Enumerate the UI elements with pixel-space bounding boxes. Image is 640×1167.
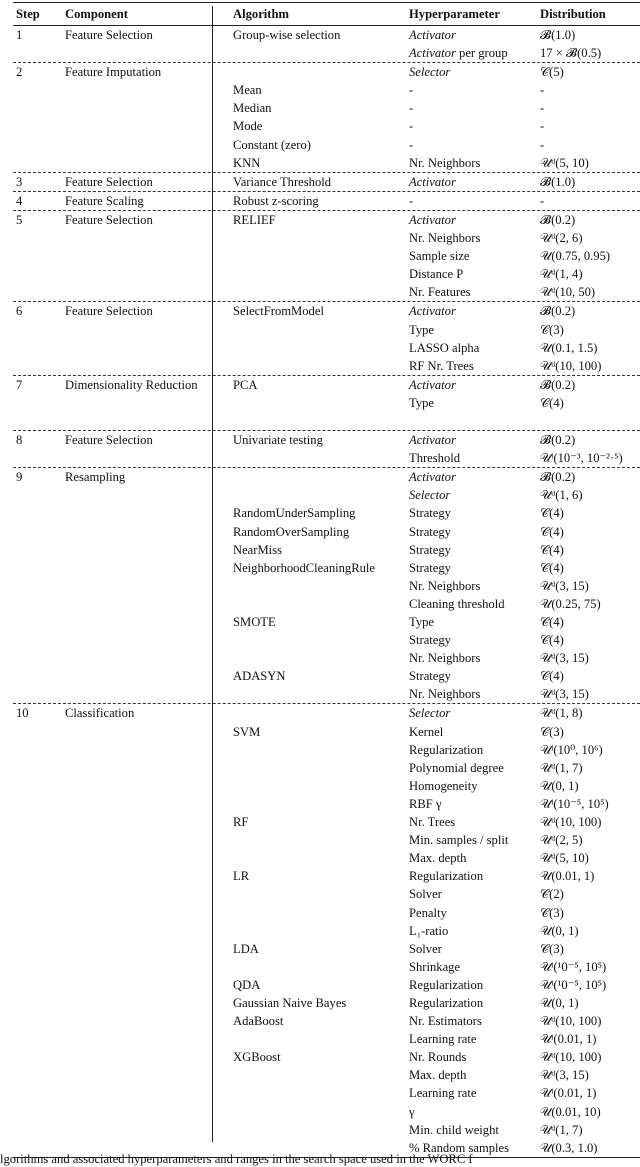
hyperparameter-cell: Regularization [409,977,484,992]
algorithm-cell: QDA [233,977,261,992]
hyperparameter-cell: Activator [409,377,456,392]
table-row [13,44,640,62]
hyperparameter-cell: Regularization [409,995,484,1010]
table-row [13,265,640,283]
hyperparameter-cell: Nr. Trees [409,815,456,830]
algorithm-cell: AdaBoost [233,1014,284,1029]
distribution-cell: 𝒰(0, 1) [540,923,579,938]
table-row [13,412,640,430]
distribution-cell: 𝒰ᵈ(1, 8) [540,706,583,721]
table-row [13,541,640,559]
component-cell: Feature Imputation [65,65,162,80]
distribution-cell: 𝒰ˡ(0.01, 1) [540,1086,597,1101]
distribution-cell: 𝓑(1.0) [540,28,576,42]
distribution-cell: 𝒞(3) [540,905,564,920]
component-cell: Feature Selection [65,174,153,189]
algorithm-cell: Constant (zero) [233,137,311,152]
hyperparameter-cell: Strategy [409,524,451,539]
table-row [13,117,640,135]
table-row [13,1103,640,1121]
header-component: Component [65,7,128,21]
distribution-cell: 𝒰(0.01, 10) [540,1104,601,1119]
hyperparameter-cell: Strategy [409,560,451,575]
algorithm-cell: SVM [233,724,261,739]
component-cell: Feature Selection [65,28,153,42]
table-row [13,685,640,703]
step-cell: 3 [16,174,23,189]
hyperparameter-cell: RBF γ [409,796,442,811]
hyperparameter-cell: Nr. Estimators [409,1014,482,1029]
algorithm-cell: LR [233,869,250,884]
algorithm-cell: NeighborhoodCleaningRule [233,560,376,575]
hyperparameter-cell: Activator [409,304,456,319]
algorithm-cell: Univariate testing [233,433,323,448]
hyperparameter-cell: Sample size [409,249,470,264]
hyperparameter-table [13,2,640,1158]
table-row [13,1030,640,1048]
hyperparameter-cell: Strategy [409,506,451,521]
table-row [13,777,640,795]
table-row [13,849,640,867]
table-row [13,173,640,191]
hyperparameter-cell: Distance P [409,267,464,282]
table-row [13,940,640,958]
algorithm-cell: Variance Threshold [233,174,332,189]
hyperparameter-cell: Shrinkage [409,959,461,974]
component-cell: Dimensionality Reduction [65,377,198,392]
hyperparameter-cell: Nr. Neighbors [409,651,481,666]
distribution-cell: 𝒰ᵈ(1, 7) [540,760,583,775]
table-row [13,559,640,577]
hyperparameter-cell: - [409,137,414,152]
distribution-cell: 𝒰ˡ(10⁻³, 10⁻²·⁵) [540,451,623,466]
distribution-cell: 𝒞(5) [540,65,564,80]
table-row [13,136,640,154]
hyperparameter-cell: Selector [409,706,451,721]
table-row [13,154,640,172]
algorithm-cell: RF [233,815,249,830]
distribution-cell: 𝒰ᵈ(2, 6) [540,231,583,246]
table-row [13,302,640,320]
algorithm-cell: XGBoost [233,1050,281,1065]
step-cell: 2 [16,65,23,80]
table-row [13,504,640,522]
distribution-cell: 𝒞(4) [540,615,564,629]
hyperparameter-cell: Type [409,615,434,629]
table-row [13,247,640,265]
distribution-cell: - [540,83,545,98]
table-row [13,339,640,357]
distribution-cell: 𝒞(4) [540,633,564,648]
distribution-cell: 𝒰ᵈ(3, 15) [540,578,589,593]
hyperparameter-cell: Nr. Neighbors [409,155,481,170]
step-cell: 6 [16,304,23,319]
table-row [13,449,640,467]
hyperparameter-cell: Cleaning threshold [409,596,505,611]
distribution-cell: 𝒰ᵈ(5, 10) [540,851,589,866]
distribution-cell: 𝒰(0.1, 1.5) [540,340,598,355]
step-cell: 10 [16,706,29,721]
hyperparameter-cell: Solver [409,887,442,902]
component-cell: Feature Selection [65,212,153,227]
hyperparameter-cell: Selector [409,488,451,503]
hyperparameter-cell: Kernel [409,724,444,739]
algorithm-cell: Robust z-scoring [233,193,319,208]
table-row [13,867,640,885]
distribution-cell: 𝒰ˡ(10⁻⁵, 10⁵) [540,796,609,811]
table-row [13,283,640,301]
algorithm-cell: Mode [233,119,263,134]
distribution-cell: 𝒞(4) [540,542,564,557]
table-row [13,795,640,813]
distribution-cell: 𝒰ᵈ(1, 6) [540,488,583,503]
header-algorithm: Algorithm [233,7,289,21]
component-cell: Feature Selection [65,433,153,448]
hyperparameter-cell: Max. depth [409,1068,467,1083]
table-row [13,667,640,685]
table-row [13,1066,640,1084]
hyperparameter-cell: Nr. Features [409,285,471,300]
distribution-cell: 𝒰(0, 1) [540,778,579,793]
table-row [13,577,640,595]
algorithm-cell: Mean [233,83,262,98]
table-row [13,723,640,741]
table-row [13,26,640,44]
caption-partial: lgorithms and associated hyperparameters and ranges in the search space used in the WORC f [0,1152,473,1166]
table-row [13,1121,640,1139]
hyperparameter-cell: γ [409,1104,415,1119]
header-step: Step [16,7,40,21]
distribution-cell: 𝓑(0.2) [540,433,576,448]
table-row [13,649,640,667]
table-row [13,831,640,849]
table-row [13,394,640,412]
table-row [13,523,640,541]
step-cell: 7 [16,377,23,392]
header-row [13,3,640,25]
distribution-cell: - [540,193,545,208]
hyperparameter-cell: Solver [409,941,442,956]
hyperparameter-cell: Regularization [409,742,484,757]
distribution-cell: 𝓑(0.2) [540,304,576,319]
distribution-cell: 𝒞(4) [540,669,564,684]
table-row [13,741,640,759]
hyperparameter-cell: Min. samples / split [409,833,509,848]
distribution-cell: 𝓑(0.2) [540,212,576,227]
hyperparameter-cell: Nr. Neighbors [409,231,481,246]
algorithm-cell: Median [233,101,272,116]
distribution-cell: 𝒰ˡ(¹0⁻⁵, 10⁵) [540,959,607,974]
table-row [13,376,640,394]
step-cell: 8 [16,433,23,448]
distribution-cell: 𝒰ᵈ(3, 15) [540,651,589,666]
table-row [13,994,640,1012]
algorithm-cell: Gaussian Naive Bayes [233,995,347,1010]
algorithm-cell: LDA [233,941,259,956]
algorithm-cell: ADASYN [233,669,286,684]
distribution-cell: 𝒰(0.01, 1) [540,869,595,884]
distribution-cell: 𝓑(1.0) [540,174,576,189]
distribution-cell: 𝒰ˡ(¹0⁻⁵, 10⁵) [540,977,607,992]
table-row [13,431,640,449]
distribution-cell: 𝒞(4) [540,506,564,521]
table-row [13,99,640,117]
algorithm-cell: RandomUnderSampling [233,506,356,521]
hyperparameter-cell: Activator [409,174,456,189]
distribution-cell: 𝒞(4) [540,395,564,410]
distribution-cell: 𝒰ᵈ(1, 7) [540,1122,583,1137]
table-row [13,595,640,613]
distribution-cell: 𝒰ᵈ(10, 100) [540,1014,602,1029]
table-row [13,192,640,210]
distribution-cell: 𝒰(0.3, 1.0) [540,1140,598,1155]
hyperparameter-cell: Nr. Neighbors [409,687,481,702]
table-row [13,229,640,247]
hyperparameter-cell: Strategy [409,669,451,684]
hyperparameter-cell: Penalty [409,905,447,920]
distribution-cell: 𝒞(2) [540,887,564,902]
hyperparameter-cell: LASSO alpha [409,340,480,355]
component-cell: Feature Scaling [65,193,144,208]
distribution-cell: 𝒰ˡ(10⁰, 10⁶) [540,742,603,757]
hyperparameter-cell: Threshold [409,451,461,466]
algorithm-cell: RELIEF [233,212,276,227]
hyperparameter-cell: Regularization [409,869,484,884]
table-row [13,81,640,99]
table-row [13,613,640,631]
step-cell: 1 [16,28,23,42]
hyperparameter-cell: Activator [409,470,456,485]
distribution-cell: 𝒰ᵈ(5, 10) [540,155,589,170]
step-cell: 9 [16,470,23,485]
table-row [13,759,640,777]
hyperparameter-cell: Min. child weight [409,1122,499,1137]
hyperparameter-cell: L₁-ratio [409,923,449,938]
table-row [13,813,640,831]
hyperparameter-cell: RF Nr. Trees [409,358,474,373]
distribution-cell: 𝒰ᵈ(10, 50) [540,285,596,300]
table-row [13,321,640,339]
table-row [13,1048,640,1066]
component-cell: Resampling [65,470,126,485]
hyperparameter-cell: - [409,119,414,134]
hyperparameter-cell: - [409,193,414,208]
distribution-cell: 𝒰ᵈ(1, 4) [540,267,583,282]
component-cell: Classification [65,706,135,721]
distribution-cell: 𝒞(4) [540,560,564,575]
algorithm-cell: PCA [233,377,258,392]
hyperparameter-cell: Activator [409,212,456,227]
table-row [13,958,640,976]
hyperparameter-cell: Strategy [409,542,451,557]
distribution-cell: - [540,119,545,134]
hyperparameter-cell: Selector [409,65,451,80]
header-hyperparameter: Hyperparameter [409,7,500,21]
distribution-cell: - [540,101,545,116]
distribution-cell: 𝒰(0.25, 75) [540,596,601,611]
algorithm-cell: SMOTE [233,615,276,629]
table-row [13,885,640,903]
hyperparameter-cell: % Random samples [409,1140,510,1155]
table-row [13,211,640,229]
hyperparameter-cell: - [409,101,414,116]
hyperparameter-cell: Type [409,322,434,337]
table-row [13,486,640,504]
hyperparameter-cell: Max. depth [409,851,467,866]
hyperparameter-cell: Nr. Neighbors [409,578,481,593]
algorithm-cell: KNN [233,155,261,170]
distribution-cell: 𝒰ᵈ(2, 5) [540,833,583,848]
hyperparameter-cell: Activator per group [409,46,508,61]
distribution-cell: 𝒰ᵈ(3, 15) [540,1068,589,1083]
distribution-cell: - [540,137,545,152]
hyperparameter-cell: - [409,83,414,98]
distribution-cell: 𝒞(3) [540,724,564,739]
distribution-cell: 𝓑(0.2) [540,470,576,485]
table-row [13,357,640,375]
algorithm-cell: Group-wise selection [233,28,341,42]
hyperparameter-cell: Homogeneity [409,778,478,793]
italic-term: Activator [409,46,456,61]
column-divider [212,6,213,1142]
table-row [13,63,640,81]
algorithm-cell: NearMiss [233,542,282,557]
distribution-cell: 𝒞(4) [540,524,564,539]
distribution-cell: 𝒰ᵈ(3, 15) [540,687,589,702]
table-row [13,922,640,940]
distribution-cell: 𝒰ᵈ(10, 100) [540,358,602,373]
table-row [13,1012,640,1030]
table-row [13,468,640,486]
distribution-cell: 𝒰(0, 1) [540,995,579,1010]
hyperparameter-cell: Polynomial degree [409,760,504,775]
algorithm-cell: RandomOverSampling [233,524,350,539]
table-row [13,704,640,722]
hyperparameter-cell: Activator [409,433,456,448]
hyperparameter-cell: Type [409,395,434,410]
hyperparameter-cell: Activator [409,28,456,42]
hyperparameter-cell: Strategy [409,633,451,648]
hyperparameter-cell: Learning rate [409,1086,477,1101]
step-cell: 4 [16,193,23,208]
header-distribution: Distribution [540,7,606,21]
distribution-cell: 𝒰ᵈ(10, 100) [540,815,602,830]
hyperparameter-cell: Learning rate [409,1032,477,1047]
distribution-cell: 𝒰ˡ(0.01, 1) [540,1032,597,1047]
distribution-cell: 𝓑(0.2) [540,377,576,392]
distribution-cell: 𝒞(3) [540,322,564,337]
step-cell: 5 [16,212,23,227]
distribution-cell: 𝒰(0.75, 0.95) [540,249,611,264]
table-row [13,904,640,922]
table-row [13,976,640,994]
table-row [13,631,640,649]
distribution-cell: 𝒰ᵈ(10, 100) [540,1050,602,1065]
table-body [13,26,640,1157]
component-cell: Feature Selection [65,304,153,319]
hyperparameter-cell: Nr. Rounds [409,1050,467,1065]
algorithm-cell: SelectFromModel [233,304,324,319]
distribution-cell: 𝒞(3) [540,941,564,956]
distribution-cell: 17 × 𝓑(0.5) [540,46,602,61]
table-row [13,1084,640,1102]
